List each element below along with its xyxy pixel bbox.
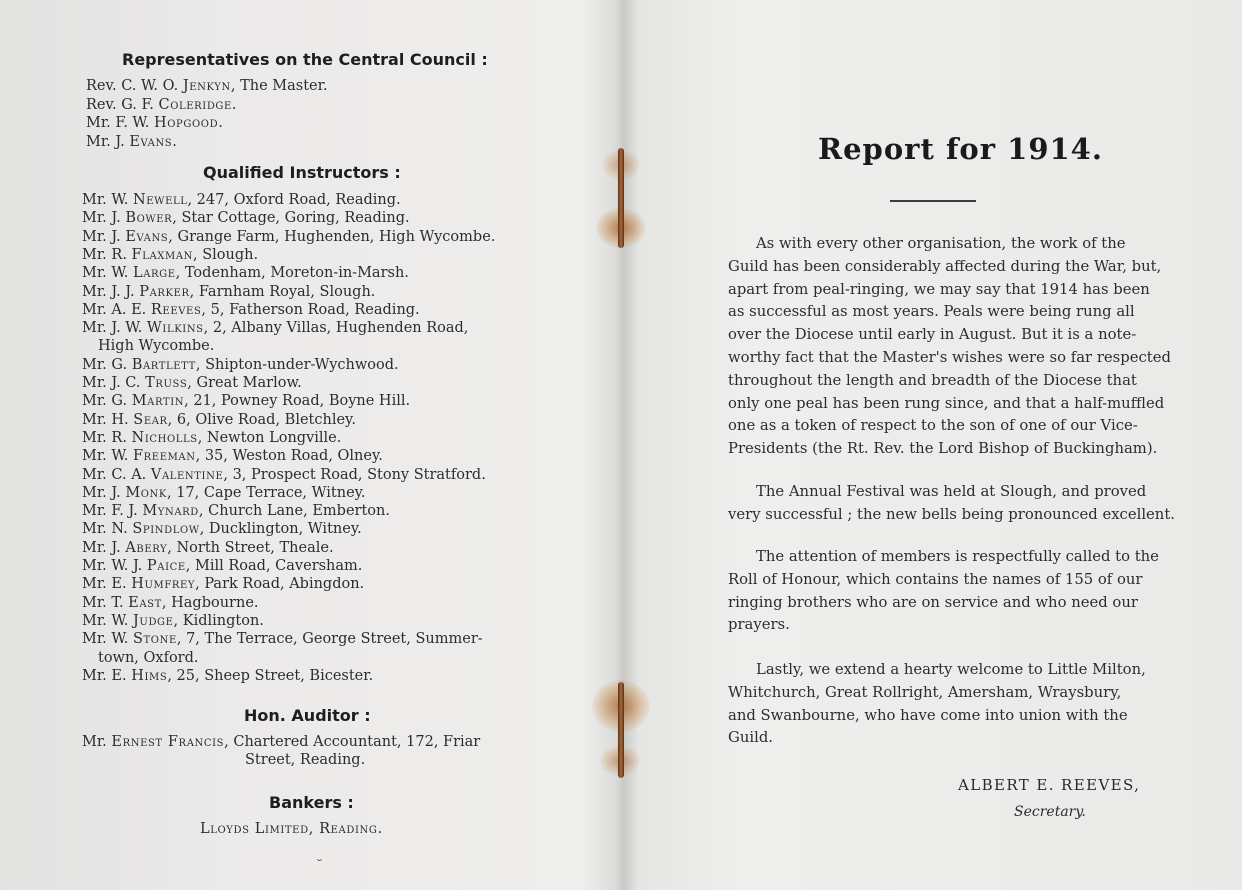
list-item — [82, 284, 375, 301]
entry-rest: , Church Lane, Emberton. — [198, 503, 390, 520]
entry-title: Mr. J. — [82, 539, 126, 556]
list-item — [82, 668, 373, 685]
entry-rest: . — [218, 115, 223, 131]
list-item — [82, 192, 401, 209]
entry-name: Stone — [133, 631, 177, 648]
entry-rest: , 247, Oxford Road, Reading. — [187, 192, 401, 208]
list-item — [82, 412, 356, 429]
report-line: very successful ; the new bells being pronounced excellent. — [728, 505, 1175, 523]
entry-rest: , The Master. — [230, 78, 328, 94]
report-line: The Annual Festival was held at Slough, and proved — [756, 483, 1147, 500]
council-heading: Representatives on the Central Council : — [122, 50, 488, 69]
entry-rest: , 3, Prospect Road, Stony Stratford. — [223, 466, 486, 483]
auditor-continuation: Street, Reading. — [245, 752, 366, 768]
report-line: one as a token of respect to the son of one of our Vice- — [728, 417, 1138, 435]
auditor-name: Ernest Francis — [111, 734, 225, 750]
report-title: Report for 1914. — [818, 132, 1103, 166]
entry-rest: . — [172, 133, 177, 150]
entry-name: Paice — [146, 558, 186, 574]
entry-name: Flaxman — [131, 246, 193, 263]
entry-title: Mr. J. — [82, 228, 126, 245]
list-item — [82, 521, 362, 538]
entry-rest: , North Street, Theale. — [167, 539, 334, 556]
entry-name: Jenkyn — [182, 78, 231, 94]
report-line: ringing brothers who are on service and who need our — [728, 593, 1138, 611]
report-line: Guild has been considerably affected during the War, but, — [728, 257, 1162, 275]
report-line: over the Diocese until early in August. But it is a note- — [728, 326, 1137, 344]
entry-title: Mr. W. — [82, 631, 133, 648]
entry-rest: , Great Marlow. — [187, 375, 302, 391]
entry-name: Truss — [145, 375, 188, 391]
entry-name: Valentine — [150, 466, 224, 483]
entry-title: Rev. G. F. — [86, 96, 159, 113]
entry-rest: , Shipton-under-Wychwood. — [195, 356, 399, 373]
entry-title: Mr. F. W. — [86, 115, 155, 131]
entry-title: Mr. N. — [82, 521, 133, 538]
entry-rest: , 21, Powney Road, Boyne Hill. — [184, 393, 411, 410]
entry-rest: , 35, Weston Road, Olney. — [195, 448, 383, 465]
entry-rest: , Farnham Royal, Slough. — [189, 283, 376, 300]
entry-name: Large — [133, 265, 176, 282]
entry-title: Mr. W. — [82, 265, 133, 282]
left-page — [0, 0, 612, 890]
entry-name: Martin — [131, 393, 185, 410]
list-item — [82, 576, 364, 593]
entry-rest: , 25, Sheep Street, Bicester. — [167, 667, 374, 684]
signature-title: Secretary. — [1014, 804, 1086, 820]
report-line: Lastly, we extend a hearty welcome to Little Milton, — [756, 661, 1146, 678]
entry-continuation: town, Oxford. — [98, 649, 199, 666]
auditor-entry — [82, 734, 480, 751]
list-item — [82, 448, 383, 465]
signature-name: ALBERT E. REEVES, — [958, 776, 1141, 794]
report-line: prayers. — [728, 616, 790, 634]
entry-name: Judge — [133, 612, 174, 629]
report-line: worthy fact that the Master's wishes were so far respected — [728, 349, 1171, 366]
auditor-title: Mr. — [82, 734, 112, 750]
entry-title: Mr. J. W. — [82, 320, 147, 337]
entry-rest: , 17, Cape Terrace, Witney. — [166, 484, 366, 501]
entry-name: Abery — [125, 539, 168, 556]
entry-name: Bower — [125, 210, 173, 227]
entry-name: Bartlett — [131, 356, 196, 373]
bankers-name: Lloyds Limited, Reading. — [200, 821, 383, 837]
instructors-heading: Qualified Instructors : — [203, 163, 401, 182]
page-mark: ˘ — [316, 858, 323, 874]
list-item — [82, 613, 264, 630]
entry-title: Rev. C. W. O. — [86, 78, 183, 94]
report-line: as successful as most years. Peals were being rung all — [728, 303, 1135, 321]
entry-rest: . — [231, 96, 237, 113]
entry-name: Monk — [125, 484, 167, 501]
report-line: throughout the length and breadth of the Diocese that — [728, 371, 1137, 389]
bankers-entry — [200, 821, 383, 838]
list-item — [82, 467, 486, 484]
list-item — [86, 134, 177, 151]
entry-name: Spindlow — [132, 521, 200, 538]
entry-rest: , 2, Albany Villas, Hughenden Road, — [203, 320, 469, 337]
list-item — [86, 115, 223, 132]
entry-name: Evans — [129, 133, 173, 150]
entry-name: Parker — [139, 283, 190, 300]
entry-title: Mr. R. — [82, 429, 132, 446]
entry-rest: , Slough. — [193, 246, 259, 263]
list-item — [82, 265, 409, 282]
entry-name: Reeves — [150, 301, 202, 318]
entry-rest: , 5, Fatherson Road, Reading. — [201, 301, 420, 318]
entry-title: Mr. G. — [82, 393, 132, 410]
entry-title: Mr. W. — [82, 192, 133, 208]
entry-rest: , 7, The Terrace, George Street, Summer- — [176, 631, 483, 648]
entry-title: Mr. J. C. — [82, 375, 146, 391]
list-item — [82, 503, 390, 520]
entry-title: Mr. E. — [82, 667, 132, 684]
entry-rest: , Hagbourne. — [161, 594, 259, 611]
entry-continuation: High Wycombe. — [98, 338, 215, 355]
entry-name: Hims — [131, 667, 168, 684]
report-line: As with every other organisation, the work of the — [756, 235, 1126, 252]
report-line: only one peal has been rung since, and that a half-muffled — [728, 394, 1165, 412]
entry-title: Mr. J. — [86, 133, 130, 150]
list-item — [82, 595, 259, 612]
entry-title: Mr. J. — [82, 484, 126, 501]
list-item — [82, 229, 495, 246]
list-item — [86, 97, 237, 114]
list-item — [82, 485, 366, 502]
report-line: and Swanbourne, who have come into union with the — [728, 706, 1128, 724]
entry-title: Mr. W. — [82, 612, 133, 629]
report-line: Roll of Honour, which contains the names of 155 of our — [728, 570, 1143, 588]
entry-title: Mr. J. J. — [82, 283, 140, 300]
entry-name: Humfrey — [131, 576, 196, 593]
bankers-heading: Bankers : — [269, 793, 354, 812]
report-line: The attention of members is respectfully called to the — [756, 548, 1159, 565]
entry-name: Nicholls — [131, 429, 198, 446]
entry-title: Mr. G. — [82, 356, 132, 373]
entry-rest: , Ducklington, Witney. — [199, 521, 362, 538]
list-item — [82, 247, 258, 264]
entry-name: Freeman — [133, 448, 196, 465]
list-item — [82, 540, 334, 557]
entry-name: Mynard — [142, 503, 199, 520]
entry-name: Coleridge — [158, 96, 232, 113]
entry-title: Mr. T. — [82, 594, 129, 611]
list-item — [82, 375, 302, 392]
entry-title: Mr. R. — [82, 246, 132, 263]
list-item — [82, 558, 362, 575]
report-line: Guild. — [728, 729, 773, 747]
entry-name: Hopgood — [154, 115, 219, 131]
entry-title: Mr. F. J. — [82, 503, 143, 520]
entry-title: Mr. W. — [82, 448, 133, 465]
entry-rest: , 6, Olive Road, Bletchley. — [167, 411, 356, 428]
list-item — [82, 393, 410, 410]
right-page — [628, 0, 1242, 890]
report-line: apart from peal-ringing, we may say that 1914 has been — [728, 280, 1150, 298]
entry-title: Mr. A. E. — [82, 301, 151, 318]
list-item — [82, 302, 420, 319]
entry-name: Newell — [133, 192, 188, 208]
entry-name: East — [128, 594, 162, 611]
entry-title: Mr. W. J. — [82, 558, 147, 574]
list-item — [82, 631, 483, 648]
report-line: Whitchurch, Great Rollright, Amersham, Wraysbury, — [728, 683, 1122, 701]
entry-rest: , Newton Longville. — [197, 429, 342, 446]
entry-rest: , Kidlington. — [173, 612, 264, 629]
auditor-heading: Hon. Auditor : — [244, 706, 371, 725]
entry-rest: , Todenham, Moreton-in-Marsh. — [175, 265, 409, 282]
entry-title: Mr. J. — [82, 210, 126, 227]
entry-title: Mr. C. A. — [82, 466, 151, 483]
entry-rest: , Mill Road, Caversham. — [185, 558, 363, 574]
entry-name: Sear — [133, 411, 168, 428]
list-item — [82, 320, 468, 337]
entry-rest: , Park Road, Abingdon. — [195, 576, 365, 593]
entry-name: Evans — [125, 228, 169, 245]
list-item — [86, 78, 328, 95]
title-rule — [890, 200, 976, 202]
list-item — [82, 210, 410, 227]
entry-rest: , Grange Farm, Hughenden, High Wycombe. — [168, 228, 496, 245]
entry-name: Wilkins — [146, 320, 204, 337]
list-item — [82, 357, 399, 374]
auditor-address: , Chartered Accountant, 172, Friar — [224, 734, 481, 750]
report-line: Presidents (the Rt. Rev. the Lord Bishop of Buckingham). — [728, 440, 1158, 458]
entry-title: Mr. E. — [82, 576, 132, 593]
entry-rest: , Star Cottage, Goring, Reading. — [172, 210, 410, 227]
entry-title: Mr. H. — [82, 411, 134, 428]
list-item — [82, 430, 341, 447]
